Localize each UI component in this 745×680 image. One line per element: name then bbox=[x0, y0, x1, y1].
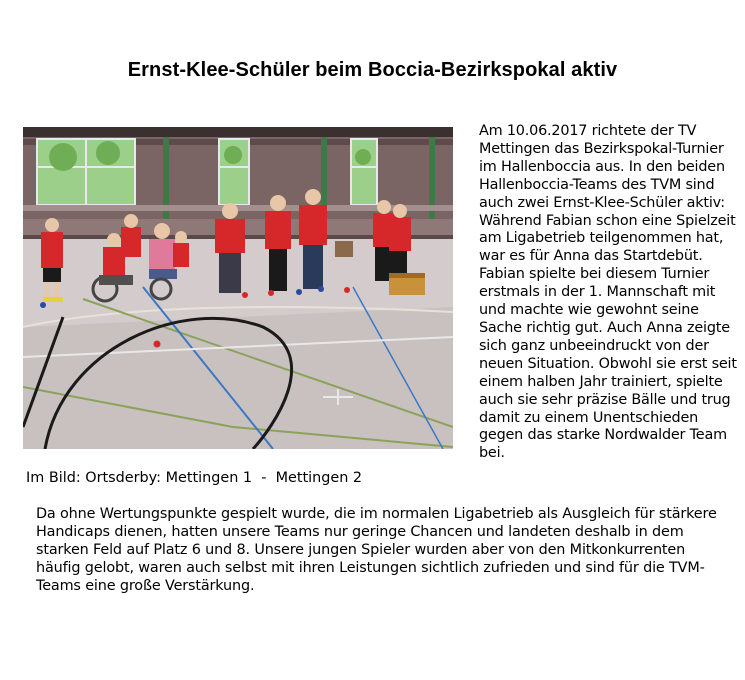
boccia-photo bbox=[23, 127, 453, 449]
photo-caption: Im Bild: Ortsderby: Mettingen 1 - Mettingen 2 bbox=[26, 470, 363, 486]
body-paragraph: Da ohne Wertungspunkte gespielt wurde, die im normalen Ligabetrieb als Ausgleich für stärkere Handicaps dienen, hatten unsere Teams nur geringe Chancen und landeten deshalb in dem starken Feld auf Platz 6 und 8. Unsere jungen Spieler wurden aber von den Mitkonkurrenten häufig gelobt, waren auch selbst mit ihren Leistungen sichtlich zufrieden und sind für die TVM-Teams eine große Verstärkung. bbox=[36, 506, 717, 594]
article-title: Ernst-Klee-Schüler beim Boccia-Bezirkspokal aktiv bbox=[127, 59, 618, 81]
intro-paragraph: Am 10.06.2017 richtete der TV Mettingen das Bezirkspokal-Turnier im Hallenboccia aus. In den beiden Hallenboccia-Teams des TVM sind auch zwei Ernst-Klee-Schüler aktiv: Während Fabian schon eine Spielzeit am Ligabetrieb teilgenommen hat, war es für Anna das Startdebüt. Fabian spielte bei diesem Turnier erstmals in der 1. Mannschaft mit und machte wie gewohnt seine Sache richtig gut. Auch Anna zeigte sich ganz unbeeindruckt von der neuen Situation. Obwohl sie erst seit einem halben Jahr trainiert, spielte auch sie sehr präzise Bälle und trug damit zu einem Unentschieden gegen das starke Nordwalder Team bei. bbox=[479, 123, 737, 462]
